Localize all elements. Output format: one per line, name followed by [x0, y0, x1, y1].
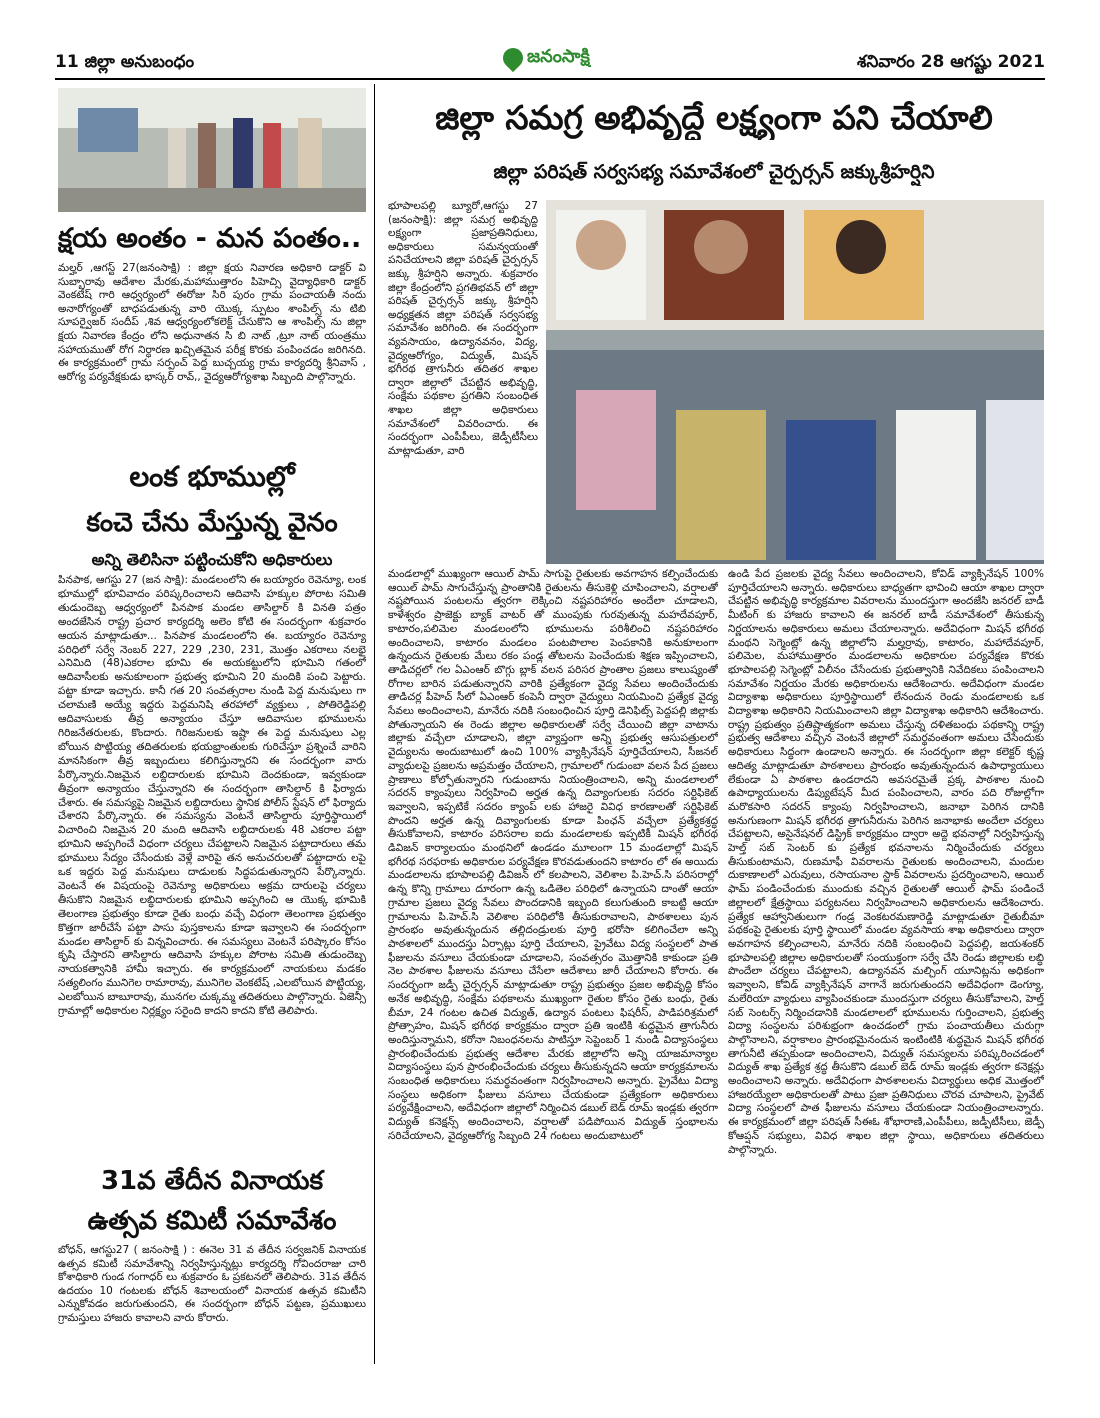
brand-logo — [503, 44, 590, 72]
header-rule — [55, 78, 1045, 80]
main-col2: మండలాల్లో ముఖ్యంగా ఆయిల్ పామ్ సాగుపై రైతులకు అవగాహన కల్పించేందుకు ఆయిల్ పామ్ సాగుచేస్తున్న ప్రాంతానికి రైతులను తీసుకెళ్లి చూపించాలని, వర్షాలతో నష్టపోయిన పంటలను త్వరగా లెక్కించి నష్టపరిహారం అందేలా చూడాలని, కాళేశ్వరం ప్రాజెక్టు బ్యాక్ వాటర్ తో ముంపుకు గురవుతున్న మహదేవపూర్, కాటారం,పలిమెల మండలంలోని భూములను పరిశీలించి నష్టపరిహారం అందించాలని, కాటారం మండలం పంటపొలాల పెంపకానికి అనుకూలంగా ఉన్నందున రైతులకు మేలు రకం పండ్ల తోటలను పెంచేందుకు శిక్షణ ఇప్పించాలని, తాడిచర్లలో గల ఏఎంఆర్ బొగ్గు బ్లాక్ వలన పరిసర ప్రాంతాల ప్రజలు కాలుష్యంతో రోగాల బారిన పడుతున్నారని వారికి ప్రత్యేకంగా వైద్య సేవలు అందించేందుకు తాడిచర్ల పీహెచ్ సీలో ఏఎంఆర్ కంపెనీ ద్వారా వైద్యులు నియమించి ప్రత్యేక వైద్య సేవలు అందించాలని, మానేరు నదికి సంబంధించిన పూర్తి డెనిఫిట్స్ పెద్దపల్లి జిల్లాకు పోతున్నాయని ఈ రెండు జిల్లాల అధికారులతో సర్వే చేయించి జిల్లా వాటాను జిల్లాకు వచ్చేలా చూడాలని, జిల్లా వ్యాప్తంగా అన్ని ప్రభుత్వ ఆసుపత్రులలో వైద్యులను అందుబాటులో ఉంచి 100% వ్యాక్సినేషన్ పూర్తిచేయాలని, సీజనల్ వ్యాధులపై ప్రజలను అప్రమత్తం చేయాలని, గ్రామాలలో గుడుంబా వలన పేద ప్రజలు ప్రాణాలు కోల్పోతున్నారని గుడుంబాను నియంత్రించాలని, అన్ని మండలాలలో సదరన్ క్యాంపులు నిర్వహించి అర్హత ఉన్న దివ్యాంగులకు సదరం సర్టిఫికెట్ ఇవ్వాలని, ఇప్పటికే సదరం క్యాంప్ లకు హాజరై వివిధ కారణాలతో సర్టిఫికెట్ పొందని అర్హత ఉన్న దివ్యాంగులకు కూడా పింఛన్ వచ్చేలా ప్రత్యేకశ్రద్ధ తీసుకోవాలని, కాటారం పరిసరాల ఐదు మండలాలకు ఇప్పటికీ మిషన్ భగీరథ డివిజన్ కార్యాలయం మంథనిలో ఉండడం మూలంగా 15 మండలాల్లో మిషన్ భగీరథ సరఫరాకు అధికారుల పర్యవేక్షణ కొరవడుతుందని కాటారం లో ఈ అయిదు మండలాలను భూపాలపల్లి డివిజన్ లో కలపాలని, వెలిశాల పి.హెచ్.సి పరిసరాల్లో ఉన్న కొన్ని గ్రామాలు దూరంగా ఉన్న ఒడితెల పరిధిలో ఉన్నాయని దాంతో ఆయా గ్రామాల ప్రజలు వైద్య సేవలు పొందడానికి ఇబ్బంది కలుగుతుంది కాబట్టి ఆయా గ్రామాలను పి.హెచ్.సి వెలిశాల పరిధిలోకి తీసుకురావాలని, పాఠశాలలు పున ప్రారంభం అవుతున్నందున తల్లిదండ్రులకు పూర్తి భరోసా కలిగించేలా అన్ని పాఠశాలలో ముందస్తు ఏర్పాట్లు పూర్తి చేయాలని, ప్రైవేటు విద్య సంస్థలలో పాత ఫీజులను వసూలు చేయకుండా చూడాలని, సంవత్సరం మొత్తానికి కాకుండా ప్రతి నెల పాఠశాల ఫీజులను వసూలు చేసేలా ఆదేశాలు జారీ చేయాలని కోరారు. ఈ సందర్భంగా జడ్పీ చైర్పర్సన్ మాట్లాడుతూ రాష్ట్ర ప్రభుత్వం ప్రజల అభివృద్ధి కోసం అనేక అభివృద్ధి, సంక్షేమ పథకాలను ముఖ్యంగా రైతుల కోసం రైతు బంధు, రైతు బీమా, 24 గంటల ఉచిత విద్యుత్, ఉద్యాన పంటలు ఫిషరీస్, పాడిపరిశ్రమలో ప్రోత్సాహం, మిషన్ భగీరథ కార్యక్రమం ద్వారా ప్రతి ఇంటికి శుద్ధమైన త్రాగునీరు అందిస్తున్నామని, కరోనా నిబంధనలను పాటిస్తూ సెప్టెంబర్ 1 నుండి విద్యాసంస్థలు ప్రారంభించేందుకు ప్రభుత్వ ఆదేశాల మేరకు జిల్లాలోని అన్ని యాజమాన్యాల విద్యాసంస్థలు పున ప్రారంభించేందుకు చర్యలు తీసుకున్నదని ఆయా కార్యక్రమాలను సంబంధిత అధికారులు సమర్థవంతంగా నిర్వహించాలని అన్నారు. ప్రైవేటు విద్యా సంస్థలు అధికంగా ఫీజులు వసూలు చేయకుండా ప్రత్యేకంగా అధికారులు పర్యవేక్షించాలని, అదేవిధంగా జిల్లాలో నిర్మించిన డబుల్ బెడ్ రూమ్ ఇండ్లకు త్వరగా విద్యుత్ కనెక్షన్స్ అందించాలని, వర్షాలతో పడిపోయిన విద్యుత్ స్తంభాలను సరిచేయాలని, వైద్యఆరోగ్య సిబ్బంది 24 గంటలు అందుబాటులో — [388, 568, 718, 1142]
story1-body: మల్హర్ ,ఆగస్ట్ 27(జనంసాక్షి) : జిల్లా క్షయ నివారణ అధికారి డాక్టర్ వి సుబ్బారావు ఆదేశాల మేరకు,మహాముత్తారం పిహెచ్సి వైద్యాధికారి డాక్టర్ వెంకటేష్ గారి ఆధ్వర్యంలో ఈరోజు సిరి పురం గ్రామ పంచాయతీ నందు అనారోగ్యంతో బాధపడుతున్న వారి యొక్క స్పుటం శాంపిల్స్ ను టిబి సూపర్వైజర్ సందీప్ ,శివ ఆధ్వర్యంలోకలెక్ట్ చేసుకొని ఆ శాంపిల్స్ ను జిల్లా క్షయ నివారణ కేంద్రం లోని అధునాతన సి బి నాట్ ,ట్రూ నాట్ యంత్రము సహాయముతో రోగ నిర్ధారణ ఖచ్చితమైన పరీక్ష కొరకు పంపించడం జరిగినది. ఈ కార్యక్రమంలో గ్రామ సర్పంచ్ పెద్ద బుచ్చయ్య గ్రామ కార్యదర్శి శ్రీనివాస్ , ఆరోగ్య పర్యవేక్షకుడు భాస్కర్ రావ్,, వైద్యఆరోగ్యశాఖ సిబ్బంది పాల్గొన్నారు. — [58, 262, 366, 383]
story3-headline-line1: 31వ తేదీన వినాయక — [100, 1166, 324, 1196]
story3-body: బోధన్, ఆగస్టు27 ( జనంసాక్షి ) : ఈనెల 31 వ తేదీన సర్వజనిక్ వినాయక ఉత్సవ కమిటీ సమావేశాన్ని నిర్వహిస్తున్నట్లు కార్యదర్శి గోవిందరాజు చారి కోశాధికారి గుండ గంగాధర్ లు శుక్రవారం ఓ ప్రకటనలో తెలిపారు. 31వ తేదీన ఉదయం 10 గంటలకు బోధన్ శివాలయంలో వినాయక ఉత్సవ కమిటీని ఎన్నుకోవడం జరుగుతుందని, ఈ సందర్భంగా బోధన్ పట్టణ, ప్రముఖులు గ్రామస్తులు హాజరు కావాలని వారు కోరారు. — [58, 1244, 366, 1324]
zp-meeting-photo — [546, 200, 1044, 564]
story1-headline: క్షయ అంతం - మన పంతం.. — [58, 223, 362, 254]
brand-name: జనంసాక్షి — [527, 45, 590, 67]
story2-headline-line2: కంచె చేను మేస్తున్న వైనం — [86, 508, 338, 538]
main-col1: భూపాలపల్లి బ్యూరో,ఆగస్టు 27 (జనంసాక్షి): జిల్లా సమగ్ర అభివృద్ది లక్ష్యంగా ప్రజాప్రతినిధులు, అధికారులు సమన్వయంతో పనిచేయాలని జిల్లా పరిషత్ చైర్పర్సన్ జక్కు శ్రీహర్షిని అన్నారు. శుక్రవారం జిల్లా కేంద్రంలోని ప్రగతిభవన్ లో జిల్లా పరిషత్ చైర్పర్సన్ జక్కు శ్రీహర్షిని అధ్యక్షతన జిల్లా పరిషత్ సర్వసభ్య సమావేశం జరిగింది. ఈ సందర్భంగా వ్యవసాయం, ఉద్యానవనం, విద్య, వైద్యఆరోగ్యం, విద్యుత్, మిషన్ భగీరథ త్రాగునీరు తదితర శాఖల ద్వారా జిల్లాలో చేపట్టిన అభివృద్ధి, సంక్షేమ పథకాల ప్రగతిని సంబంధిత శాఖల జిల్లా అధికారులు సమావేశంలో వివరించారు. ఈ సందర్భంగా ఎంపీపీలు, జెడ్పీటీసీలు మాట్లాడుతూ, వారి — [388, 200, 538, 457]
story3-headline-line2: ఉత్సవ కమిటీ సమావేశం — [87, 1206, 337, 1236]
main-subheadline: జిల్లా పరిషత్ సర్వసభ్య సమావేశంలో చైర్పర్సన్ జక్కుశ్రీహర్షిని — [493, 161, 935, 183]
main-headline: జిల్లా సమగ్ర అభివృద్దే లక్ష్యంగా పని చేయాలి — [435, 98, 993, 137]
main-col3: ఉండి పేద ప్రజలకు వైద్య సేవలు అందించాలని, కోవిడ్ వ్యాక్సినేషన్ 100% పూర్తిచేయాలని అన్నారు. అధికారులు బాధ్యతగా భావించి ఆయా శాఖల ద్వారా చేపట్టిన అభివృద్ధి కార్యక్రమాల వివరాలను ముందస్తుగా అందజేసి జనరల్ బాడీ మీటింగ్ కు హాజరు కావాలని ఈ జనరల్ బాడీ సమావేశంలో తీసుకున్న నిర్ణయాలను అధికారులు అమలు చేయాలన్నారు. అదేవిధంగా మిషన్ భగీరథ మంథని సెగ్మెంట్లో ఉన్న జిల్లాలోని మల్హర్రావు, కాటారం, మహాదేవపూర్, పలిమెల, మహాముత్తారం మండలాలను అధికారుల పర్యవేక్షణ కొరకు భూపాలపల్లి సెగ్మెంట్లో విలీనం చేసేందుకు ప్రభుత్వానికి నివేదికలు పంపించాలని సమావేశం నిర్ణయం మేరకు అధికారులను ఆదేశించారు. అదేవిధంగా మండల విద్యాశాఖ అధికారులు పూర్తిస్థాయిలో లేనందున రెండు మండలాలకు ఒక విద్యాశాఖ అధికారిని నియమించాలని జిల్లా విద్యాశాఖ అధికారిని ఆదేశించారు. రాష్ట్ర ప్రభుత్వం ప్రతిష్టాత్మకంగా అమలు చేస్తున్న దళితబంధు పథకాన్ని రాష్ట్ర ప్రభుత్వ ఆదేశాలు వచ్చిన వెంటనే జిల్లాలో సమర్థవంతంగా అమలు చేసేందుకు అధికారులు సిద్ధంగా ఉండాలని అన్నారు. ఈ సందర్భంగా జిల్లా కలెక్టర్ కృష్ణ ఆదిత్య మాట్లాడుతూ పాఠశాలలు ప్రారంభం అవుతున్నందున ఉపాధ్యాయులు లేకుండా ఏ పాఠశాల ఉండరాదని అవసరమైతే ప్రక్క పాఠశాల నుంచి ఉపాధ్యాయులను డిప్యుటేషన్ మీద పంపించాలని, వారం పది రోజుల్లోగా మరొకసారి సదరన్ క్యాంపు నిర్వహించాలని, జనాభా పెరిగిన దానికి అనుగుణంగా మిషన్ భగీరథ త్రాగునీరును పెరిగిన జనాభాకు అందేలా చర్యలు చేపట్టాలని, అసైనేషనల్ డిస్ట్రిక్ కార్యక్రమం ద్వారా అద్దె భవనాల్లో నిర్వహిస్తున్న హెల్త్ సబ్ సెంటర్ కు ప్రత్యేక భవనాలను నిర్మించేందుకు చర్యలు తీసుకుంటామని, రుణమాఫీ వివరాలను రైతులకు అందించాలని, మందుల దుకాణాలలో ఎరువులు, రసాయనాల స్టాక్ వివరాలను ప్రదర్శించాలని, ఆయిల్ ఫామ్ పండించేందుకు ముందుకు వచ్చిన రైతులతో ఆయిల్ ఫామ్ పండించే జిల్లాలలో క్షేత్రస్థాయి పర్యటనలు నిర్వహించాలని అధికారులను ఆదేశించారు. ప్రత్యేక ఆహ్వానితులుగా గండ్ర వెంకటరమణారెడ్డి మాట్లాడుతూ రైతుబీమా పథకంపై రైతులకు పూర్తి స్థాయిలో మండల వ్యవసాయ శాఖ అధికారులు ద్వారా అవగాహన కల్పించాలని, మానేరు నదికి సంబంధించి పెద్దపల్లి, జయశంకర్ భూపాలపల్లి జిల్లాల అధికారులతో సంయుక్తంగా సర్వే చేసి రెండు జిల్లాలకు లబ్ధి పొందేలా చర్యలు చేపట్టాలని, ఉద్యానవన మల్చింగ్ యూనిట్లను అధికంగా ఇవ్వాలని, కోవిడ్ వ్యాక్సినేషన్ వాగానే జరుగుతుందని అదేవిధంగా డెంగ్యూ, మలేరియా వ్యాధులు వ్యాపించకుండా ముందస్తుగా చర్యలు తీసుకోవాలని, హెల్త్ సబ్ సెంటర్స్ నిర్మించడానికి మండలాలలో భూములను గుర్తించాలని, ప్రభుత్వ విద్యా సంస్థలను పరిశుభ్రంగా ఉంచడంలో గ్రామ పంచాయతీలు చురుగ్గా పాల్గొనాలని, వర్షాకాలం ప్రారంభమైనందున ఇంటింటికి శుద్ధమైన మిషన్ భగీరథ తాగునీటి తప్పకుండా అందించాలని, విద్యుత్ సమస్యలను పరిష్కరించడంలో విద్యుత్ శాఖ ప్రత్యేక శ్రద్ధ తీసుకొని డబుల్ బెడ్ రూమ్ ఇండ్లకు త్వరగా కనెక్షన్లు అందించాలని అన్నారు. అదేవిధంగా పాఠశాలలను విద్యార్థులు అధిక మొత్తంలో హాజరయ్యేలా అధికారులతో పాటు ప్రజా ప్రతినిధులు చొరవ చూపాలని, ప్రైవేట్ విద్యా సంస్థలలో పాత ఫీజులను వసూలు చేయకుండా నియంత్రించాలన్నారు. ఈ కార్యక్రమంలో జిల్లా పరిషత్ సీఈఓ శోభారాణి,ఎంపీపీలు, జడ్పీటీసీలు, జెడ్పీ కోఆప్షన్ సభ్యులు, వివిధ శాఖల జిల్లా స్థాయి, అధికారులు తదితరులు పాల్గొన్నారు. — [728, 568, 1044, 1156]
masthead — [55, 40, 1045, 80]
page-label: 11 జిల్లా అనుబంధం — [55, 52, 195, 72]
leaf-icon — [499, 44, 527, 72]
column-divider — [374, 84, 375, 1364]
story2-subheadline: అన్ని తెలిసినా పట్టించుకోని అధికారులు — [91, 550, 333, 569]
story2-body: పినపాక, ఆగస్టు 27 (జన సాక్షి): మండలంలోని ఈ బయ్యారం రెవెన్యూ, లంక భూముల్లో భూవివాదం పరిష్కరించాలని ఆదివాసి హక్కుల పోరాట సమితి తుడుందెబ్బ ఆధ్వర్యంలో పినపాక మండల తాసిల్దార్ కి వినతి పత్రం అందజేసిన రాష్ట్ర ప్రచార కార్యదర్శి అలెం కోటి ఈ సందర్భంగా శుక్రవారం ఆయన మాట్లాడుతూ... పినపాక మండలంలోని ఈ. బయ్యారం రెవెన్యూ పరిధిలో సర్వే నెంబర్ 227, 229 ,230, 231, మొత్తం ఎకరాలు నలభై ఎనిమిది (48)ఎకరాల భూమి ఈ అయకట్టులోని భూమిని గతంలో ఆదివాసీలకు అనుకూలంగా ప్రభుత్వ భూమిని 20 మందికి పంచి పెట్టారు. పట్టా కూడా ఇచ్చారు. కానీ గత 20 సంవత్సరాల నుండి పెద్ద మనుషులు గా చలామణి అయ్యే ఇద్దరు పెద్దమనిషి తరహాలో వ్యక్తులు , పోతిరెడ్డిపల్లి ఆదివాసులకు తీవ్ర అన్యాయం చేస్తూ ఆదివాసుల భూములను గిరిజనేతరులకు, కొందారు. గిరిజనులకు ఇష్టా ఈ పెద్ద మనుషులు ఎల్ల బోయిన పొట్టియ్య తదితరులకు భయభ్రాంతులకు గురిచేస్తూ ప్రశ్నించే వారిని మానసికంగా తీవ్ర ఇబ్బందులు కలిగిస్తున్నారని ఈ సందర్భంగా వారు పేర్కొన్నారు.నిజమైన లబ్దిదారులకు భూమిని దెందకుండా, ఇవ్వకుండా తీవ్రంగా అన్యాయం చేస్తున్నారని ఈ సందర్భంగా తాసిల్దార్ కి ఫిర్యాదు చేశారు. ఈ సమస్యపై నిజమైన లబ్దిదారులు స్థానిక పోలీస్ స్టేషన్ లో ఫిర్యాదు చేశారని పేర్కొన్నారు. ఈ సమస్యను వెంటనే తాసిల్దారు పూర్తిస్థాయిలో విచారించి నిజమైన 20 మంది ఆదివాసి లబ్ధిదారులకు 48 ఎకరాల పట్టా భూమిని అప్పగించే విధంగా చర్యలు చేపట్టాలని నిజమైన పట్టాదారులు తమ భూములు సేద్యం చేసేందుకు వెళ్లే వారిపై తన అనుచరులతో పట్టాదారు లపై ఒక ఇద్దరు పెద్ద మనుషులు దాడులకు సిద్ధపడుతున్నారని పేర్కొన్నారు. వెంటనే ఈ విషయంపై రెవెన్యూ అధికారులు అక్రమ దారులపై చర్యలు తీసుకొని నిజమైన లబ్ధిదారులకు భూమిని అప్పగించి ఆ యొక్క భూమికి తెలంగాణ ప్రభుత్వం కూడా రైతు బంధు వచ్చే విధంగా తెలంగాణ ప్రభుత్వం కొత్తగా జారీచేసే పట్టా పాసు పుస్తకాలను కూడా ఇవ్వాలని ఈ సందర్భంగా మండల తాసిల్దార్ కు విన్నవించారు. ఈ సమస్యలు వెంటనే పరిష్కారం కోసం కృషి చేస్తారని తాసిల్దారు ఆదివాసి హక్కుల పోరాట సమితి తుడుందెబ్బ నాయకత్వానికి హామీ ఇచ్చారు. ఈ కార్యక్రమంలో నాయకులు మడకం సత్యలింగం మునిగెల రామారావు, మునిగెల వెంకటేష్ ,ఎలబోయిన పొట్టియ్య, ఎలబోయిన బాబూరావు, మునగల చుక్కమ్మ తదితరులు పాల్గొన్నారు. ఏజెన్సీ గ్రామాల్లో అధికారుల నిర్లక్ష్యం సరైంది కాదని కాదని కోటి తెలిపారు. — [58, 574, 366, 1018]
story2-headline-line1: లంక భూముల్లో — [129, 460, 295, 493]
issue-date: శనివారం 28 ఆగష్టు 2021 — [856, 52, 1045, 72]
tb-screening-photo — [58, 88, 366, 212]
